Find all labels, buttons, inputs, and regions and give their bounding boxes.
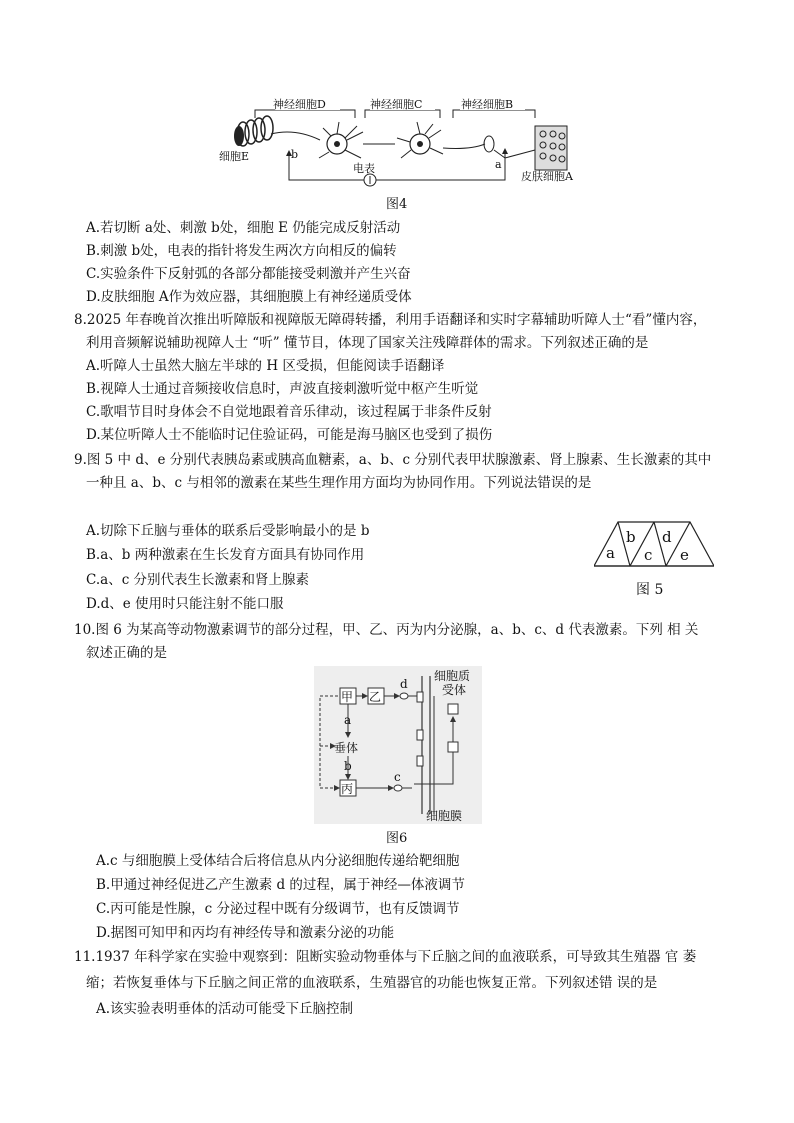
q11-stem-line1: 11.1937 年科学家在实验中观察到：阻断实验动物垂体与下丘脑之间的血液联系，可导致其生殖器 官 萎 xyxy=(74,949,697,965)
q9-option-d: D.d、e 使用时只能注射不能口服 xyxy=(86,596,284,612)
q9-stem-line2: 一种且 a、b、c 与相邻的激素在某些生理作用方面均为协同作用。下列说法错误的是 xyxy=(86,475,592,491)
fig6-d: d xyxy=(400,677,408,691)
fig6-b: b xyxy=(344,759,352,773)
label-meter: 电表 xyxy=(353,162,375,175)
q9-option-c: C.a、c 分别代表生长激素和肾上腺素 xyxy=(86,572,310,588)
q8-stem-line2: 利用音频解说辅助视障人士 “听” 懂节目，体现了国家关注残障群体的需求。下列叙述正确的是 xyxy=(86,335,649,351)
neuron-c xyxy=(397,122,443,158)
label-neuron-b: 神经细胞B xyxy=(461,98,514,111)
fig6-yi: 乙 xyxy=(369,690,382,704)
neuron-b-soma xyxy=(484,136,494,152)
q8-option-c: C.歌唱节目时身体会不自觉地跟着音乐律动，该过程属于非条件反射 xyxy=(86,404,492,420)
q7-option-d: D.皮肤细胞 A作为效应器，其细胞膜上有神经递质受体 xyxy=(86,289,412,305)
label-neuron-d: 神经细胞D xyxy=(273,98,326,111)
fig6-receptor-line1: 细胞质 xyxy=(434,669,471,683)
fig5-letter-a: a xyxy=(606,544,615,562)
label-point-a: a xyxy=(495,158,502,171)
figure-5-hormone-triangles xyxy=(594,520,714,570)
fig6-membrane: 细胞膜 xyxy=(426,809,463,823)
fig6-chuiti: 垂体 xyxy=(334,741,359,755)
q10-option-d: D.据图可知甲和丙均有神经传导和激素分泌的功能 xyxy=(96,925,395,941)
q8-stem-line1: 8.2025 年春晚首次推出听障版和视障版无障碍转播，利用手语翻译和实时字幕辅助听障人士“看”懂内容， xyxy=(74,312,707,328)
q9-option-a: A.切除下丘脑与垂体的联系后受影响最小的是 b xyxy=(86,523,370,539)
fig5-letter-b: b xyxy=(626,528,636,546)
fig6-jia: 甲 xyxy=(341,690,354,704)
q7-option-b: B.刺激 b处，电表的指针将发生两次方向相反的偏转 xyxy=(86,243,397,259)
q8-option-b: B.视障人士通过音频接收信息时，声波直接刺激听觉中枢产生听觉 xyxy=(86,381,479,397)
q8-option-a: A.听障人士虽然大脑左半球的 H 区受损，但能阅读手语翻译 xyxy=(86,358,445,374)
label-neuron-c: 神经细胞C xyxy=(370,98,423,111)
q9-option-b: B.a、b 两种激素在生长发育方面具有协同作用 xyxy=(86,547,365,563)
figure-6-hormone-regulation xyxy=(314,666,482,824)
q11-option-a: A.该实验表明垂体的活动可能受下丘脑控制 xyxy=(96,1001,354,1017)
figure-6-caption: 图6 xyxy=(386,831,408,846)
fig5-letter-d: d xyxy=(662,528,672,546)
fig5-letter-e: e xyxy=(680,546,689,564)
label-cell-e: 细胞E xyxy=(219,150,250,163)
fig5-letter-c: c xyxy=(644,546,653,564)
cell-e-muscle xyxy=(234,116,273,146)
q10-option-b: B.甲通过神经促进乙产生激素 d 的过程，属于神经—体液调节 xyxy=(96,877,465,893)
fig6-receptor-line2: 受体 xyxy=(442,683,467,697)
q10-option-a: A.c 与细胞膜上受体结合后将信息从内分泌细胞传递给靶细胞 xyxy=(96,853,460,869)
q10-option-c: C.丙可能是性腺，c 分泌过程中既有分级调节，也有反馈调节 xyxy=(96,901,460,917)
q7-option-c: C.实验条件下反射弧的各部分都能接受刺激并产生兴奋 xyxy=(86,266,411,282)
figure-4-reflex-arc xyxy=(205,88,590,188)
fig6-c: c xyxy=(394,770,401,784)
fig6-a: a xyxy=(344,713,352,727)
q11-stem-line2: 缩；若恢复垂体与下丘脑之间正常的血液联系，生殖器官的功能也恢复正常。下列叙述错 误的是 xyxy=(86,975,658,991)
q10-stem-line1: 10.图 6 为某高等动物激素调节的部分过程，甲、乙、丙为内分泌腺，a、b、c、d 代表激素。下列 相 关 xyxy=(74,622,699,638)
label-point-b: b xyxy=(291,148,299,161)
figure-4-caption: 图4 xyxy=(386,197,408,212)
q8-option-d: D.某位听障人士不能临时记住验证码，可能是海马脑区也受到了损伤 xyxy=(86,427,493,443)
label-skin-cell-a: 皮肤细胞A xyxy=(521,170,573,183)
q10-stem-line2: 叙述正确的是 xyxy=(86,645,167,661)
figure-5-caption: 图 5 xyxy=(636,582,664,598)
q9-stem-line1: 9.图 5 中 d、e 分别代表胰岛素或胰高血糖素，a、b、c 分别代表甲状腺激素、肾上腺素、生长激素的其中 xyxy=(74,452,712,468)
neuron-d xyxy=(319,122,363,158)
q7-option-a: A.若切断 a处、刺激 b处，细胞 E 仍能完成反射活动 xyxy=(86,220,401,236)
skin-cell-a xyxy=(535,126,567,170)
fig6-bing: 丙 xyxy=(341,782,354,796)
